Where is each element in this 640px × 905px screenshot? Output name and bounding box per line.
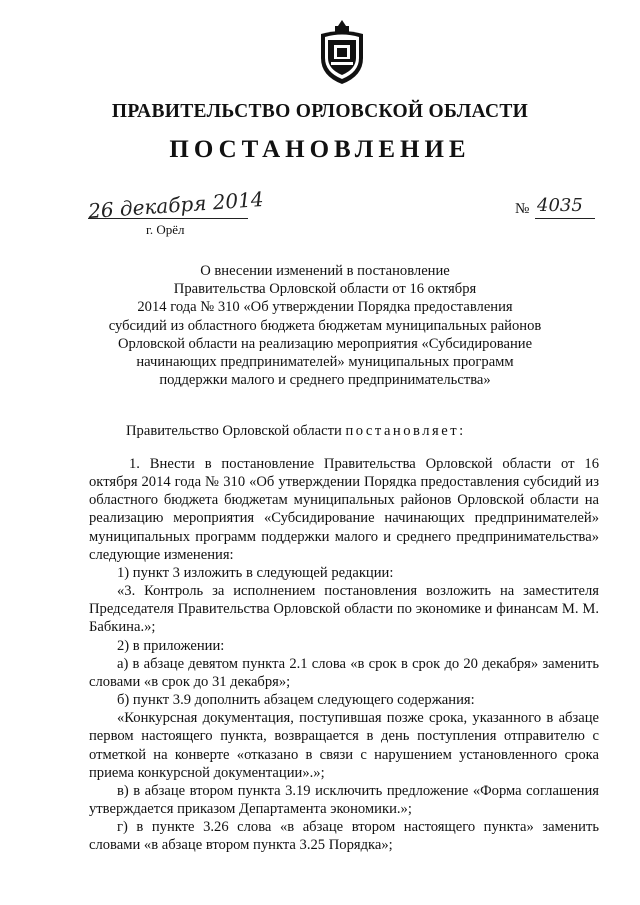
paragraph: 1. Внести в постановление Правительства Орловской области от 16 октября 2014 года № 310 «Об утверждении Порядка предоставления субсидий из областного бюджета бюджетам муниципальных районов Орловской области на реализацию мероприятия «Субсидирование начинающих предпринимателей» муниципальных программ поддержки малого и среднего предпринимательства» следующие изменения: [89, 456, 599, 563]
paragraph: «Конкурсная документация, поступившая позже срока, указанного в абзаце первом настоящего пункта, возвращается в день поступления отправителю с отметкой на конверте «отказано в связи с нарушением установленного срока приема конкурсной документации».»; [89, 710, 599, 781]
paragraph: 2) в приложении: [117, 637, 225, 654]
document-title [96, 262, 554, 389]
title-line: 2014 года № 310 «Об утверждении Порядка предоставления [137, 299, 513, 316]
document-type: ПОСТАНОВЛЕНИЕ [169, 136, 471, 163]
coat-of-arms-icon [317, 18, 367, 86]
city-label: г. Орёл [146, 222, 185, 237]
paragraph: г) в пункте 3.26 слова «в абзаце втором настоящего пункта» заменить словами «в абзаце втором пункта 3.25 Порядка»; [89, 819, 599, 854]
paragraph: в) в абзаце втором пункта 3.19 исключить предложение «Форма соглашения утверждается приказом Департамента экономики.»; [89, 782, 599, 817]
document-body [89, 455, 599, 854]
paragraph: а) в абзаце девятом пункта 2.1 слова «в срок в срок до 20 декабря» заменить словами «в срок до 31 декабря»; [89, 655, 599, 690]
paragraph: б) пункт 3.9 дополнить абзацем следующего содержания: [117, 692, 475, 709]
number-sign: № [515, 201, 530, 217]
organization-title: ПРАВИТЕЛЬСТВО ОРЛОВСКОЙ ОБЛАСТИ [111, 101, 529, 122]
preamble-decree-word: постановляет: [345, 423, 466, 439]
title-line: Правительства Орловской области от 16 октября [173, 281, 477, 298]
paragraph: «3. Контроль за исполнением постановления возложить на заместителя Председателя Правительства Орловской области по экономике и финансам М. М. Бабкина.»; [89, 583, 599, 636]
preamble [126, 423, 466, 440]
title-line: Орловской области на реализацию мероприятия «Субсидирование [117, 335, 533, 352]
preamble-text: Правительство Орловской области [126, 423, 342, 439]
paragraph: 1) пункт 3 изложить в следующей редакции: [117, 564, 394, 581]
number-underline [535, 218, 595, 219]
title-line: субсидий из областного бюджета бюджетам муниципальных районов [108, 317, 542, 334]
handwritten-number: 4035 [537, 195, 583, 216]
title-line: поддержки малого и среднего предпринимательства» [159, 372, 491, 389]
title-line: О внесении изменений в постановление [200, 263, 450, 279]
handwritten-date: 26 декабря 2014 [87, 186, 265, 224]
title-line: начинающих предпринимателей» муниципальных программ [136, 354, 514, 371]
date-underline [88, 218, 248, 219]
